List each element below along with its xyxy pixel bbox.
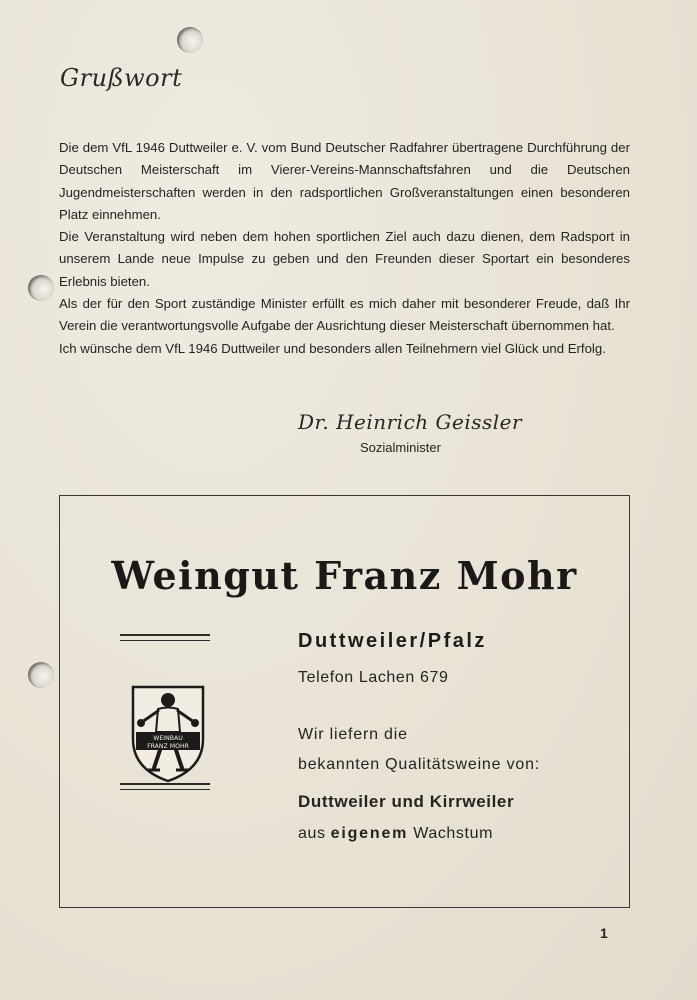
divider xyxy=(120,634,210,636)
divider xyxy=(120,789,210,790)
paragraph: Ich wünsche dem VfL 1946 Duttweiler und besonders allen Teilnehmern viel Glück und Erfolg. xyxy=(59,340,606,356)
ad-growth-pre: aus xyxy=(298,825,326,842)
page-number: 1 xyxy=(600,925,608,941)
ad-text: bekannten Qualitätsweine von: xyxy=(298,756,541,773)
advertisement xyxy=(59,495,630,908)
ad-phone: Telefon Lachen 679 xyxy=(298,669,449,686)
divider xyxy=(120,640,210,641)
emblem-text: WEINBAU xyxy=(153,735,183,742)
divider xyxy=(120,783,210,785)
punch-hole xyxy=(177,27,203,53)
emblem-text: FRANZ MOHR xyxy=(147,743,189,750)
greeting-body xyxy=(59,137,630,360)
signature: Dr. Heinrich Geissler xyxy=(297,410,523,434)
punch-hole xyxy=(28,662,54,688)
winery-emblem-icon xyxy=(130,684,206,784)
paragraph: Als der für den Sport zuständige Minister erfüllt es mich daher mit besonderer Freude, daß Ihr Verein die verantwortungsvolle Aufgabe der Ausrichtung dieser Meisterschaft übernommen hat. xyxy=(59,296,630,334)
signatory-role: Sozialminister xyxy=(360,440,441,455)
paragraph: Die dem VfL 1946 Duttweiler e. V. vom Bund Deutscher Radfahrer übertragene Durchführung der Deutschen Meisterschaft im Vierer-Vereins-Mannschaftsfahren und die Deutschen Jugendmeisterschaften werden in den radsportlichen Großveranstaltungen einen besonderen Platz einnehmen. xyxy=(59,140,630,222)
ad-title: Weingut Franz Mohr xyxy=(111,553,578,598)
ad-growth-post: Wachstum xyxy=(413,825,493,842)
ad-places: Duttweiler und Kirrweiler xyxy=(298,792,515,811)
ad-growth xyxy=(298,825,493,843)
punch-hole xyxy=(28,275,54,301)
ad-city: Duttweiler/Pfalz xyxy=(298,630,487,652)
paragraph: Die Veranstaltung wird neben dem hohen sportlichen Ziel auch dazu dienen, dem Radsport in unserem Lande neue Impulse zu geben und den Freunden dieser Sportart ein besonderes Erlebnis bieten. xyxy=(59,229,630,289)
ad-text: Wir liefern die xyxy=(298,726,408,743)
ad-growth-bold: eigenem xyxy=(330,825,409,842)
greeting-title: Grußwort xyxy=(60,64,183,92)
